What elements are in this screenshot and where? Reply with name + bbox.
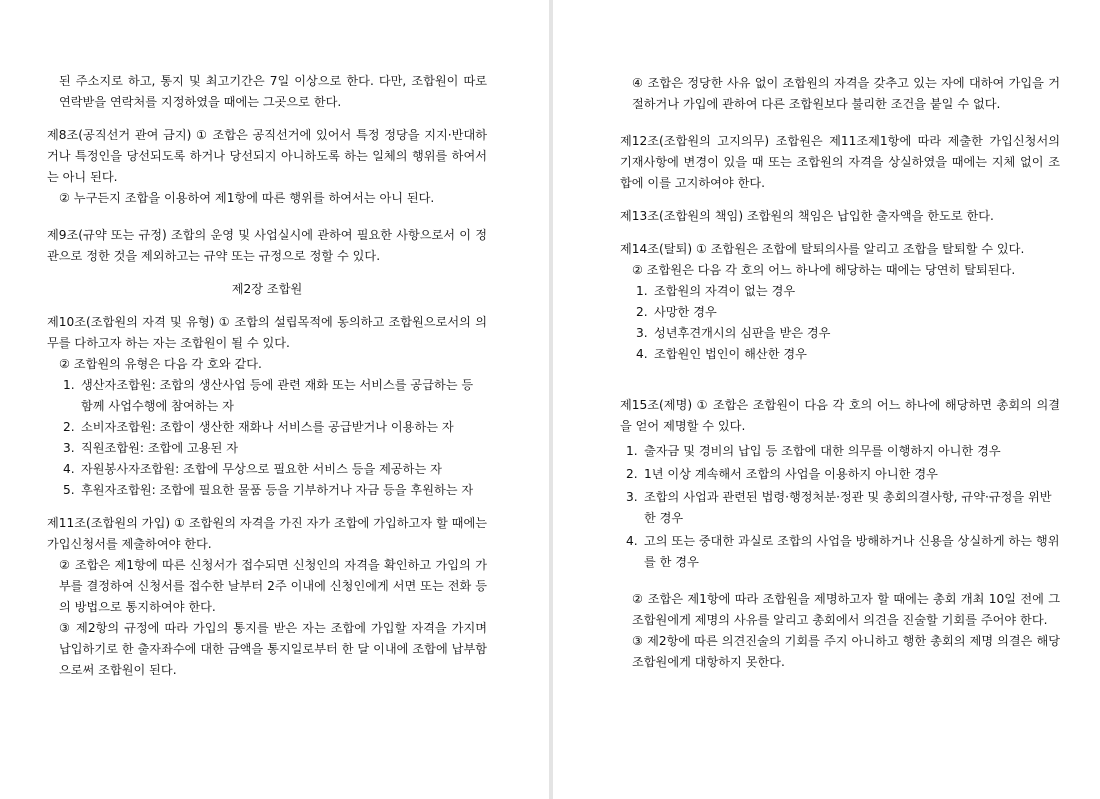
- article-8-clause-2: ② 누구든지 조합을 이용하여 제1항에 따른 행위를 하여서는 아니 된다.: [59, 191, 435, 205]
- article-11-clause-2: ② 조합은 제1항에 따른 신청서가 접수되면 신청인의 자격을 확인하고 가입의 가부를 결정하여 신청서를 접수한 날부터 2주 이내에 신청인에게 서면 또는 전화 등의 방법으로 통지하여야 한다.: [59, 558, 487, 614]
- list-item: 1. 조합원의 자격이 없는 경우: [636, 284, 796, 298]
- article-14-list: [620, 281, 1060, 365]
- list-item: 1. 출자금 및 경비의 납입 등 조합에 대한 의무를 이행하지 아니한 경우: [626, 444, 1001, 458]
- page-right: [553, 0, 1100, 799]
- list-item: 2. 소비자조합원: 조합이 생산한 재화나 서비스를 공급받거나 이용하는 자: [63, 420, 454, 434]
- article-10: 제10조(조합원의 자격 및 유형) ① 조합의 설립목적에 동의하고 조합원으로서의 의무를 다하고자 하는 자는 조합원이 될 수 있다.: [47, 315, 487, 350]
- list-item: 4. 자원봉사자조합원: 조합에 무상으로 필요한 서비스 등을 제공하는 자: [63, 462, 442, 476]
- list-item: 1. 생산자조합원: 조합의 생산사업 등에 관련 재화 또는 서비스를 공급하는 등 함께 사업수행에 참여하는 자: [63, 378, 474, 413]
- list-item: 4. 고의 또는 중대한 과실로 조합의 사업을 방해하거나 신용을 상실하게 하는 행위를 한 경우: [626, 534, 1060, 569]
- article-14: 제14조(탈퇴) ① 조합원은 조합에 탈퇴의사를 알리고 조합을 탈퇴할 수 있다.: [620, 242, 1025, 256]
- list-item: 2. 사망한 경우: [636, 305, 717, 319]
- left-column: [47, 71, 487, 681]
- article-15: 제15조(제명) ① 조합은 조합원이 다음 각 호의 어느 하나에 해당하면 총회의 의결을 얻어 제명할 수 있다.: [620, 398, 1060, 433]
- article-9: 제9조(규약 또는 규정) 조합의 운영 및 사업실시에 관하여 필요한 사항으로서 이 정관으로 정한 것을 제외하고는 규약 또는 규정으로 정할 수 있다.: [47, 228, 487, 263]
- list-item: 3. 성년후견개시의 심판을 받은 경우: [636, 326, 831, 340]
- article-11-clause-3: ③ 제2항의 규정에 따라 가입의 통지를 받은 자는 조합에 가입할 자격을 가지며 납입하기로 한 출자좌수에 대한 금액을 통지일로부터 한 달 이내에 조합에 납부함으로써 조합원이 된다.: [59, 621, 487, 677]
- article-12: 제12조(조합원의 고지의무) 조합원은 제11조제1항에 따라 제출한 가입신청서의 기재사항에 변경이 있을 때 또는 조합원의 자격을 상실하였을 때에는 지체 없이 조합에 이를 고지하여야 한다.: [620, 134, 1060, 190]
- article-15-list: [620, 441, 1060, 573]
- article-11: 제11조(조합원의 가입) ① 조합원의 자격을 가진 자가 조합에 가입하고자 할 때에는 가입신청서를 제출하여야 한다.: [47, 516, 487, 551]
- article-14-clause-2: ② 조합원은 다음 각 호의 어느 하나에 해당하는 때에는 당연히 탈퇴된다.: [632, 263, 1016, 277]
- article-10-list: [47, 375, 487, 501]
- article-8: 제8조(공직선거 관여 금지) ① 조합은 공직선거에 있어서 특정 정당을 지지·반대하거나 특정인을 당선되도록 하거나 당선되지 아니하도록 하는 일체의 행위를 하여서는 아니 된다.: [47, 128, 487, 184]
- article-13: 제13조(조합원의 책임) 조합원의 책임은 납입한 출자액을 한도로 한다.: [620, 209, 994, 223]
- list-item: 2. 1년 이상 계속해서 조합의 사업을 이용하지 아니한 경우: [626, 467, 938, 481]
- article-11-clause-4: ④ 조합은 정당한 사유 없이 조합원의 자격을 갖추고 있는 자에 대하여 가입을 거절하거나 가입에 관하여 다른 조합원보다 불리한 조건을 붙일 수 없다.: [632, 76, 1060, 111]
- article-15-clause-3: ③ 제2항에 따른 의견진술의 기회를 주지 아니하고 행한 총회의 제명 의결은 해당 조합원에게 대항하지 못한다.: [632, 634, 1060, 669]
- list-item: 3. 조합의 사업과 관련된 법령·행정처분·정관 및 총회의결사항, 규약·규정을 위반한 경우: [626, 490, 1052, 525]
- article-15-clause-2: ② 조합은 제1항에 따라 조합원을 제명하고자 할 때에는 총회 개최 10일 전에 그 조합원에게 제명의 사유를 알리고 총회에서 의견을 진술할 기회를 주어야 한다.: [632, 592, 1060, 627]
- right-column: [620, 73, 1060, 673]
- article-10-clause-2: ② 조합원의 유형은 다음 각 호와 같다.: [59, 357, 262, 371]
- page-left: [0, 0, 549, 799]
- list-item: 3. 직원조합원: 조합에 고용된 자: [63, 441, 239, 455]
- list-item: 4. 조합원인 법인이 해산한 경우: [636, 347, 807, 361]
- chapter-heading: 제2장 조합원: [231, 282, 303, 296]
- paragraph: 된 주소지로 하고, 통지 및 최고기간은 7일 이상으로 한다. 다만, 조합원이 따로 연락받을 연락처를 지정하였을 때에는 그곳으로 한다.: [59, 74, 487, 109]
- list-item: 5. 후원자조합원: 조합에 필요한 물품 등을 기부하거나 자금 등을 후원하는 자: [63, 483, 474, 497]
